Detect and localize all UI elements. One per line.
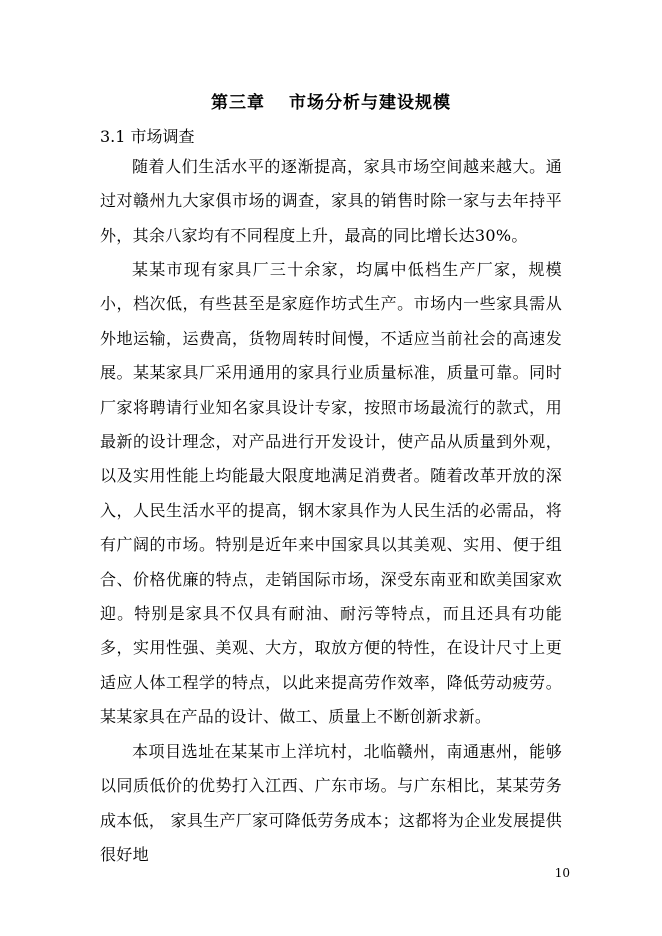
paragraph-project-site: 本项目选址在某某市上洋坑村，北临赣州，南通惠州，能够以同质低价的优势打入江西、广东市场。与广东相比，某某劳务成本低， 家具生产厂家可降低劳务成本；这都将为企业发展提供很好地 — [100, 742, 562, 865]
section-heading: 3.1 市场调查 — [100, 127, 195, 146]
page-number: 10 — [554, 866, 570, 880]
chapter-name: 市场分析与建设规模 — [289, 93, 451, 113]
chapter-title — [0, 88, 662, 113]
chapter-number: 第三章 — [211, 93, 265, 113]
paragraph-market-survey: 随着人们生活水平的逐渐提高，家具市场空间越来越大。通过对赣州九大家俱市场的调查，家具的销售时除一家与去年持平外，其余八家均有不同程度上升，最高的同比增长达30%。 — [100, 157, 562, 245]
paragraph-local-industry: 某某市现有家具厂三十余家，均属中低档生产厂家，规模小，档次低，有些甚至是家庭作坊式生产。市场内一些家具需从外地运输，运费高，货物周转时间慢，不适应当前社会的高速发展。某某家具厂采用通用的家具行业质量标准，质量可靠。同时厂家将聘请行业知名家具设计专家，按照市场最流行的款式，用最新的设计理念，对产品进行开发设计，使产品从质量到外观，以及实用性能上均能最大限度地满足消费者。随着改革开放的深入，人民生活水平的提高，钢木家具作为人民生活的必需品，将有广阔的市场。特别是近年来中国家具以其美观、实用、便于组合、价格优廉的特点，走销国际市场，深受东南亚和欧美国家欢迎。特别是家具不仅具有耐油、耐污等特点，而且还具有功能多，实用性强、美观、大方，取放方便的特性，在设计尺寸上更适应人体工程学的特点，以此来提高劳作效率，降低劳动疲劳。某某家具在产品的设计、做工、质量上不断创新求新。 — [100, 260, 562, 727]
